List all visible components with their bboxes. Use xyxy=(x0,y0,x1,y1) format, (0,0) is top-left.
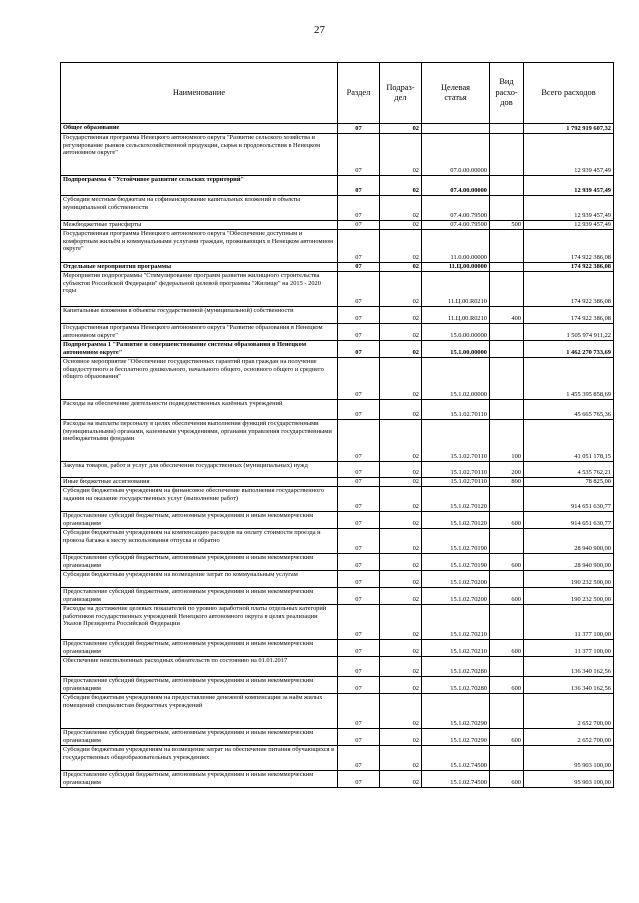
cell-section: 07 xyxy=(338,487,380,512)
cell-total: 1 455 395 858,69 xyxy=(524,358,614,400)
cell-target-article: 15.1.02.70120 xyxy=(422,487,490,512)
cell-name: Расходы на выплаты персоналу в целях обеспечения выполнения функций государственными (муниципальными) органами, казенными учреждениями, органами управления государственными внебюджетными фондами xyxy=(61,420,338,462)
cell-total: 190 232 500,00 xyxy=(524,571,614,588)
cell-expense-type: 600 xyxy=(490,640,524,657)
cell-name: Государственная программа Ненецкого автономного округа "Обеспечение доступным и комфортным жильём и коммунальными услугами граждан, проживающих в Ненецком автономном округе" xyxy=(61,230,338,263)
cell-name: Предоставление субсидий бюджетным, автономным учреждениям и иным некоммерческим организациям xyxy=(61,729,338,746)
cell-subsection: 02 xyxy=(380,324,422,341)
cell-target-article: 11.0.00.00000 xyxy=(422,230,490,263)
cell-subsection: 02 xyxy=(380,694,422,729)
cell-section: 07 xyxy=(338,571,380,588)
cell-name: Субсидии бюджетным учреждениям на возмещение затрат на обеспечение питания обучающихся в государственных общеобразовательных учреждениях xyxy=(61,746,338,771)
cell-target-article: 15.1.02.70200 xyxy=(422,588,490,605)
cell-total: 95 903 100,00 xyxy=(524,771,614,788)
header-name: Наименование xyxy=(61,63,338,124)
cell-section: 07 xyxy=(338,462,380,478)
cell-subsection: 02 xyxy=(380,462,422,478)
cell-subsection: 02 xyxy=(380,771,422,788)
cell-subsection: 02 xyxy=(380,677,422,694)
table-row xyxy=(61,263,614,272)
table-row xyxy=(61,571,614,588)
cell-section: 07 xyxy=(338,512,380,529)
cell-total: 12 939 457,49 xyxy=(524,221,614,230)
cell-name: Субсидии бюджетным учреждениям на предоставление денежной компенсации за наём жилых помещений специалистам бюджетных учреждений xyxy=(61,694,338,729)
cell-target-article: 15.0.00.00000 xyxy=(422,324,490,341)
page-number: 27 xyxy=(314,24,325,36)
cell-total: 174 922 386,08 xyxy=(524,263,614,272)
table-row xyxy=(61,588,614,605)
cell-name: Предоставление субсидий бюджетным, автономным учреждениям и иным некоммерческим организациям xyxy=(61,640,338,657)
cell-section: 07 xyxy=(338,588,380,605)
cell-section: 07 xyxy=(338,529,380,554)
cell-name: Мероприятия подпрограммы "Стимулирование программ развития жилищного строительства субъектов Российской Федерации" федеральной целевой программы "Жилище" на 2015 - 2020 годы xyxy=(61,272,338,307)
cell-subsection: 02 xyxy=(380,512,422,529)
header-section: Раздел xyxy=(338,63,380,124)
cell-total: 28 940 900,00 xyxy=(524,554,614,571)
cell-name: Капитальные вложения в объекты государственной (муниципальной) собственности xyxy=(61,307,338,324)
cell-expense-type: 600 xyxy=(490,729,524,746)
table-row xyxy=(61,124,614,134)
cell-subsection: 02 xyxy=(380,341,422,358)
table-row xyxy=(61,694,614,729)
cell-total: 136 340 162,56 xyxy=(524,677,614,694)
cell-name: Субсидии бюджетным учреждениям на компенсацию расходов на оплату стоимости проезда и провоза багажа к месту использования отпуска и обратно xyxy=(61,529,338,554)
table-row xyxy=(61,640,614,657)
cell-expense-type: 200 xyxy=(490,462,524,478)
cell-name: Предоставление субсидий бюджетным, автономным учреждениям и иным некоммерческим организациям xyxy=(61,771,338,788)
cell-section: 07 xyxy=(338,605,380,640)
cell-target-article: 15.1.02.70200 xyxy=(422,571,490,588)
cell-section: 07 xyxy=(338,640,380,657)
header-total: Всего расходов xyxy=(524,63,614,124)
cell-section: 07 xyxy=(338,358,380,400)
cell-name: Предоставление субсидий бюджетным, автономным учреждениям и иным некоммерческим организациям xyxy=(61,588,338,605)
cell-target-article: 07.4.00.00000 xyxy=(422,176,490,196)
cell-section: 07 xyxy=(338,657,380,677)
cell-expense-type xyxy=(490,230,524,263)
cell-name: Подпрограмма 1 "Развитие и совершенствование системы образования в Ненецком автономном округе" xyxy=(61,341,338,358)
cell-section: 07 xyxy=(338,196,380,221)
cell-name: Обеспечение неисполненных расходных обязательств по состоянию на 01.01.2017 xyxy=(61,657,338,677)
cell-section: 07 xyxy=(338,746,380,771)
cell-section: 07 xyxy=(338,478,380,487)
cell-total: 45 665 765,36 xyxy=(524,400,614,420)
table-row xyxy=(61,272,614,307)
cell-section: 07 xyxy=(338,307,380,324)
cell-subsection: 02 xyxy=(380,272,422,307)
cell-total: 190 232 500,00 xyxy=(524,588,614,605)
header-expense-type: Вид расхо- дов xyxy=(490,63,524,124)
cell-expense-type xyxy=(490,605,524,640)
cell-section: 07 xyxy=(338,420,380,462)
cell-subsection: 02 xyxy=(380,640,422,657)
cell-expense-type xyxy=(490,571,524,588)
cell-expense-type xyxy=(490,324,524,341)
cell-target-article xyxy=(422,124,490,134)
cell-name: Государственная программа Ненецкого автономного округа "Развитие образования в Ненецком автономном округе" xyxy=(61,324,338,341)
cell-expense-type xyxy=(490,694,524,729)
header-target-article: Целевая статья xyxy=(422,63,490,124)
cell-target-article: 07.4.00.79500 xyxy=(422,221,490,230)
cell-expense-type: 100 xyxy=(490,420,524,462)
cell-section: 07 xyxy=(338,124,380,134)
cell-total: 174 922 386,08 xyxy=(524,230,614,263)
cell-expense-type: 600 xyxy=(490,512,524,529)
cell-subsection: 02 xyxy=(380,729,422,746)
cell-total: 28 940 900,00 xyxy=(524,529,614,554)
table-row xyxy=(61,341,614,358)
cell-total: 12 939 457,49 xyxy=(524,176,614,196)
cell-expense-type: 800 xyxy=(490,478,524,487)
cell-target-article: 15.1.02.70290 xyxy=(422,694,490,729)
table-row xyxy=(61,400,614,420)
cell-expense-type xyxy=(490,272,524,307)
cell-section: 07 xyxy=(338,694,380,729)
table-row xyxy=(61,529,614,554)
budget-table xyxy=(60,62,614,788)
cell-section: 07 xyxy=(338,176,380,196)
cell-expense-type: 600 xyxy=(490,677,524,694)
cell-expense-type xyxy=(490,196,524,221)
cell-target-article: 07.0.00.00000 xyxy=(422,134,490,176)
cell-target-article: 15.1.02.70280 xyxy=(422,657,490,677)
table-row xyxy=(61,230,614,263)
cell-name: Межбюджетные трансферты xyxy=(61,221,338,230)
cell-total: 12 939 457,49 xyxy=(524,196,614,221)
cell-subsection: 02 xyxy=(380,263,422,272)
table-row xyxy=(61,771,614,788)
cell-expense-type xyxy=(490,529,524,554)
cell-target-article: 15.1.02.70290 xyxy=(422,729,490,746)
cell-name: Иные бюджетные ассигнования xyxy=(61,478,338,487)
table-row xyxy=(61,554,614,571)
cell-subsection: 02 xyxy=(380,221,422,230)
cell-section: 07 xyxy=(338,134,380,176)
cell-name: Закупка товаров, работ и услуг для обеспечения государственных (муниципальных) нужд xyxy=(61,462,338,478)
cell-subsection: 02 xyxy=(380,657,422,677)
cell-name: Подпрограмма 4 "Устойчивое развитие сельских территорий" xyxy=(61,176,338,196)
cell-target-article: 15.1.02.70280 xyxy=(422,677,490,694)
cell-target-article: 11.Ц.00.R0210 xyxy=(422,307,490,324)
cell-target-article: 15.1.00.00000 xyxy=(422,341,490,358)
cell-total: 914 651 630,77 xyxy=(524,512,614,529)
cell-expense-type: 400 xyxy=(490,307,524,324)
cell-section: 07 xyxy=(338,272,380,307)
cell-target-article: 11.Ц.00.R0210 xyxy=(422,272,490,307)
table-row xyxy=(61,221,614,230)
cell-subsection: 02 xyxy=(380,554,422,571)
table-header-row xyxy=(61,63,614,124)
cell-total: 11 377 100,00 xyxy=(524,640,614,657)
cell-target-article: 15.1.02.70110 xyxy=(422,478,490,487)
cell-target-article: 07.4.00.79500 xyxy=(422,196,490,221)
cell-section: 07 xyxy=(338,400,380,420)
table-row xyxy=(61,677,614,694)
cell-target-article: 15.1.02.74500 xyxy=(422,746,490,771)
table-row xyxy=(61,307,614,324)
cell-total: 12 939 457,49 xyxy=(524,134,614,176)
cell-expense-type xyxy=(490,746,524,771)
table-row xyxy=(61,478,614,487)
cell-section: 07 xyxy=(338,677,380,694)
cell-section: 07 xyxy=(338,341,380,358)
table-row xyxy=(61,462,614,478)
cell-subsection: 02 xyxy=(380,420,422,462)
cell-target-article: 15.1.02.00000 xyxy=(422,358,490,400)
cell-expense-type xyxy=(490,134,524,176)
cell-subsection: 02 xyxy=(380,134,422,176)
cell-target-article: 11.Ц.00.00000 xyxy=(422,263,490,272)
cell-expense-type xyxy=(490,657,524,677)
table-row xyxy=(61,729,614,746)
cell-total: 78 825,00 xyxy=(524,478,614,487)
cell-subsection: 02 xyxy=(380,196,422,221)
cell-total: 174 922 386,08 xyxy=(524,307,614,324)
cell-total: 95 903 100,00 xyxy=(524,746,614,771)
cell-subsection: 02 xyxy=(380,605,422,640)
cell-name: Субсидии бюджетным учреждениям на финансовое обеспечение выполнения государственного задания на оказание государственных услуг (выполнение работ) xyxy=(61,487,338,512)
cell-name: Основное мероприятие "Обеспечение государственных гарантий прав граждан на получение общедоступного и бесплатного дошкольного, начального общего, основного общего и среднего общего образования" xyxy=(61,358,338,400)
table-row xyxy=(61,512,614,529)
cell-name: Отдельные мероприятия программы xyxy=(61,263,338,272)
cell-expense-type xyxy=(490,341,524,358)
cell-subsection: 02 xyxy=(380,478,422,487)
cell-name: Предоставление субсидий бюджетным, автономным учреждениям и иным некоммерческим организациям xyxy=(61,512,338,529)
cell-section: 07 xyxy=(338,263,380,272)
cell-target-article: 15.1.02.70190 xyxy=(422,529,490,554)
table-row xyxy=(61,134,614,176)
cell-section: 07 xyxy=(338,771,380,788)
table-row xyxy=(61,746,614,771)
cell-expense-type: 600 xyxy=(490,588,524,605)
cell-subsection: 02 xyxy=(380,176,422,196)
cell-name: Расходы на достижение целевых показателей по уровню заработной платы отдельных категорий работников государственных учреждений Ненецкого автономного округа в целях реализации Указов Президента Российской Федерации xyxy=(61,605,338,640)
cell-total: 11 377 100,00 xyxy=(524,605,614,640)
cell-expense-type xyxy=(490,263,524,272)
cell-name: Государственная программа Ненецкого автономного округа "Развитие сельского хозяйства и регулирование рынков сельскохозяйственной продукции, сырья и продовольствия в Ненецком автономном округе" xyxy=(61,134,338,176)
cell-subsection: 02 xyxy=(380,746,422,771)
cell-name: Предоставление субсидий бюджетным, автономным учреждениям и иным некоммерческим организациям xyxy=(61,677,338,694)
table-body xyxy=(61,124,614,788)
cell-section: 07 xyxy=(338,324,380,341)
cell-subsection: 02 xyxy=(380,307,422,324)
cell-expense-type: 600 xyxy=(490,554,524,571)
cell-subsection: 02 xyxy=(380,358,422,400)
cell-section: 07 xyxy=(338,230,380,263)
cell-target-article: 15.1.02.70120 xyxy=(422,512,490,529)
cell-total: 1 462 270 733,69 xyxy=(524,341,614,358)
cell-name: Предоставление субсидий бюджетным, автономным учреждениям и иным некоммерческим организациям xyxy=(61,554,338,571)
cell-subsection: 02 xyxy=(380,487,422,512)
cell-target-article: 15.1.02.70110 xyxy=(422,400,490,420)
table-row xyxy=(61,324,614,341)
cell-subsection: 02 xyxy=(380,124,422,134)
cell-target-article: 15.1.02.70110 xyxy=(422,420,490,462)
table-row xyxy=(61,487,614,512)
table-row xyxy=(61,176,614,196)
table-row xyxy=(61,657,614,677)
cell-name: Расходы на обеспечение деятельности подведомственных казённых учреждений xyxy=(61,400,338,420)
cell-expense-type xyxy=(490,400,524,420)
cell-target-article: 15.1.02.74500 xyxy=(422,771,490,788)
cell-target-article: 15.1.02.70190 xyxy=(422,554,490,571)
cell-subsection: 02 xyxy=(380,571,422,588)
cell-total: 914 651 630,77 xyxy=(524,487,614,512)
cell-expense-type: 500 xyxy=(490,221,524,230)
table-row xyxy=(61,358,614,400)
cell-expense-type xyxy=(490,487,524,512)
cell-target-article: 15.1.02.70110 xyxy=(422,462,490,478)
cell-subsection: 02 xyxy=(380,588,422,605)
cell-total: 174 922 386,08 xyxy=(524,272,614,307)
cell-name: Общее образование xyxy=(61,124,338,134)
cell-total: 1 792 919 607,32 xyxy=(524,124,614,134)
table-row xyxy=(61,605,614,640)
cell-target-article: 15.1.02.70210 xyxy=(422,640,490,657)
cell-subsection: 02 xyxy=(380,529,422,554)
cell-expense-type xyxy=(490,124,524,134)
cell-total: 41 051 178,15 xyxy=(524,420,614,462)
cell-expense-type xyxy=(490,358,524,400)
cell-target-article: 15.1.02.70210 xyxy=(422,605,490,640)
cell-total: 2 652 700,00 xyxy=(524,694,614,729)
cell-section: 07 xyxy=(338,554,380,571)
cell-subsection: 02 xyxy=(380,230,422,263)
cell-section: 07 xyxy=(338,729,380,746)
header-subsection: Подраз- дел xyxy=(380,63,422,124)
cell-name: Субсидии бюджетным учреждениям на возмещение затрат по коммунальным услугам xyxy=(61,571,338,588)
cell-section: 07 xyxy=(338,221,380,230)
cell-total: 4 535 762,21 xyxy=(524,462,614,478)
cell-total: 136 340 162,56 xyxy=(524,657,614,677)
table-row xyxy=(61,196,614,221)
cell-expense-type: 600 xyxy=(490,771,524,788)
cell-subsection: 02 xyxy=(380,400,422,420)
table-row xyxy=(61,420,614,462)
cell-expense-type xyxy=(490,176,524,196)
cell-total: 2 652 700,00 xyxy=(524,729,614,746)
cell-name: Субсидии местным бюджетам на софинансирование капитальных вложений в объекты муниципальной собственности xyxy=(61,196,338,221)
cell-total: 1 505 974 911,22 xyxy=(524,324,614,341)
